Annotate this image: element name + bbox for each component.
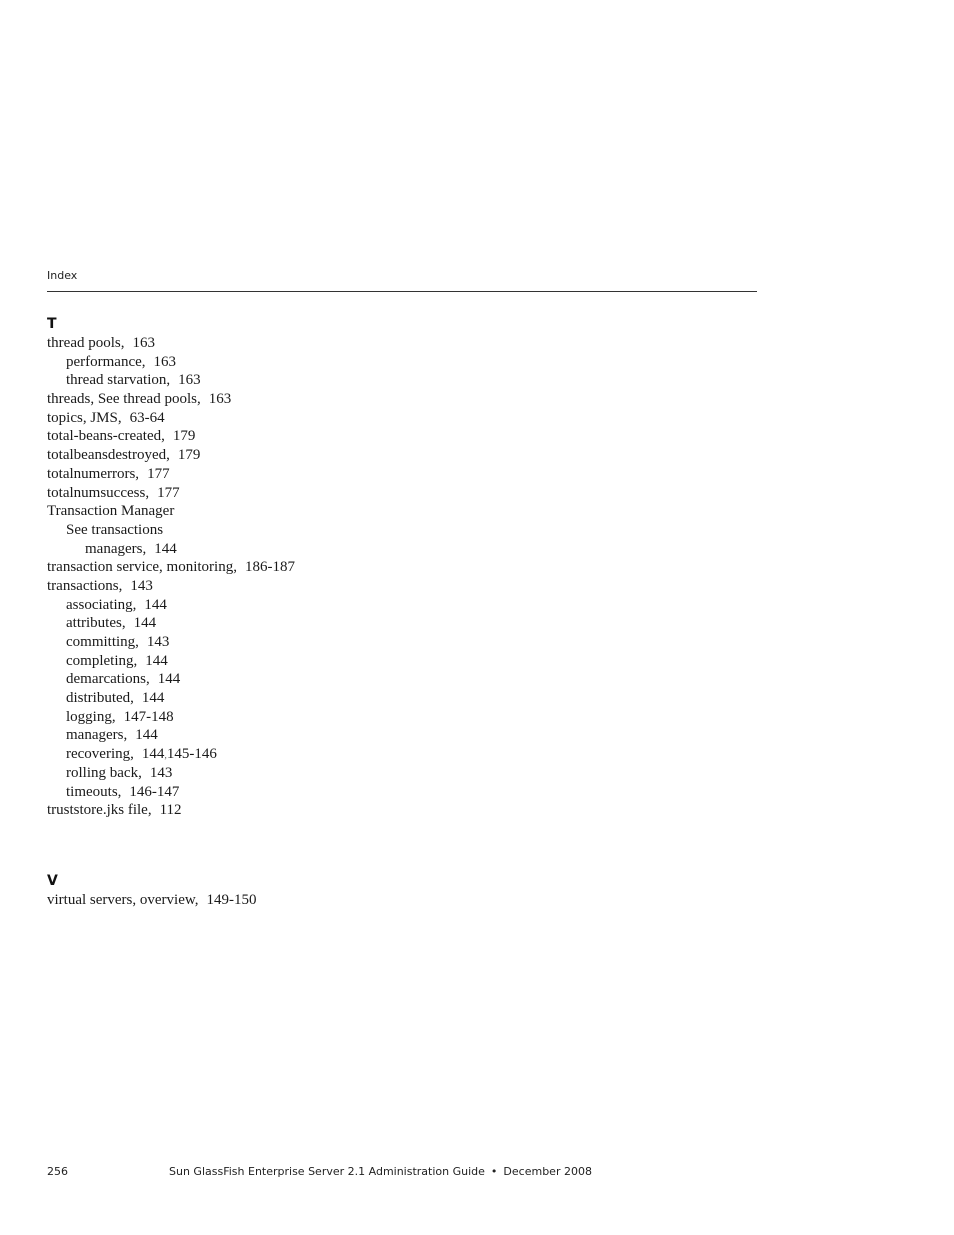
bullet-separator: • xyxy=(490,1165,498,1178)
index-entry-virtual-servers xyxy=(47,891,256,910)
page-reference[interactable]: 147-148 xyxy=(123,708,174,725)
index-entry-totalbeansdestroyed xyxy=(47,446,295,465)
index-term: virtual servers, overview, xyxy=(47,892,199,908)
page-reference[interactable]: 179 xyxy=(172,428,196,445)
page-reference[interactable]: 177 xyxy=(147,465,170,482)
page-reference[interactable]: 163 xyxy=(178,372,201,389)
index-term: timeouts, xyxy=(66,783,122,800)
index-subentry-timeouts xyxy=(47,783,295,802)
index-subentry-attributes xyxy=(47,614,295,633)
index-subentry-associating xyxy=(47,596,295,615)
page-reference[interactable]: 163 xyxy=(132,335,155,351)
index-term: recovering, xyxy=(66,746,134,763)
index-entry-threads xyxy=(47,390,295,409)
index-term: totalbeansdestroyed, xyxy=(47,447,170,464)
index-section-t xyxy=(47,316,295,820)
index-subentry-committing xyxy=(47,633,295,652)
page-reference[interactable]: 163 xyxy=(208,391,232,408)
index-term: committing, xyxy=(66,634,139,650)
page-reference[interactable]: 144 xyxy=(133,615,157,632)
index-term: associating, xyxy=(66,596,137,613)
index-term: topics, JMS, xyxy=(47,409,122,426)
page-reference[interactable]: 179 xyxy=(177,447,201,464)
index-subentry-demarcations xyxy=(47,670,295,689)
index-entry-total-beans-created xyxy=(47,427,295,446)
index-subentry-distributed xyxy=(47,689,295,708)
page-reference[interactable]: 144 xyxy=(141,690,165,707)
index-entry-thread-pools xyxy=(47,334,295,353)
footer-book-title xyxy=(169,1165,592,1178)
page-reference[interactable]: 144 xyxy=(144,596,167,613)
index-subentry-logging xyxy=(47,708,295,727)
index-subentry-performance xyxy=(47,353,295,372)
book-title: Sun GlassFish Enterprise Server 2.1 Administration Guide xyxy=(169,1165,485,1178)
index-term: totalnumsuccess, xyxy=(47,484,150,501)
footer-page-number: 256 xyxy=(47,1165,68,1178)
index-subentry-completing xyxy=(47,652,295,671)
index-term: managers, xyxy=(85,540,147,557)
index-entry-totalnumsuccess xyxy=(47,484,295,503)
index-term: completing, xyxy=(66,652,138,669)
index-subentry-thread-starvation xyxy=(47,371,295,390)
index-term: managers, xyxy=(66,727,128,744)
page-separator: , xyxy=(164,750,167,762)
index-term: distributed, xyxy=(66,690,134,707)
index-term: threads, See thread pools, xyxy=(47,391,201,408)
page-reference[interactable]: 143 xyxy=(149,764,173,781)
index-subentry-rolling-back xyxy=(47,764,295,783)
running-header: Index xyxy=(47,269,78,282)
index-term: thread pools, xyxy=(47,335,125,351)
page-reference[interactable]: 143 xyxy=(130,577,153,594)
index-term: Transaction Manager xyxy=(47,503,175,520)
index-entry-list-t xyxy=(47,334,295,820)
section-letter-t: T xyxy=(47,316,57,332)
index-term: rolling back, xyxy=(66,764,142,781)
index-subentry-recovering xyxy=(47,745,295,764)
index-term: thread starvation, xyxy=(66,372,171,389)
index-term: attributes, xyxy=(66,615,126,632)
page-reference[interactable]: 163 xyxy=(153,353,177,370)
index-term: performance, xyxy=(66,353,146,370)
index-entry-transactions xyxy=(47,577,295,596)
page-reference[interactable]: 144 xyxy=(157,671,181,688)
page-reference[interactable]: 144 xyxy=(135,727,158,744)
section-letter-v: V xyxy=(47,873,58,889)
index-term: logging, xyxy=(66,708,116,725)
index-entry-truststore xyxy=(47,801,295,820)
index-term: total-beans-created, xyxy=(47,428,165,445)
header-rule xyxy=(47,291,757,292)
page-reference[interactable]: 112 xyxy=(159,802,182,819)
index-term: totalnumerrors, xyxy=(47,465,140,482)
page-reference[interactable]: 146-147 xyxy=(129,783,180,800)
index-term[interactable]: See transactions xyxy=(66,521,164,538)
page-reference[interactable]: 145-146 xyxy=(166,746,217,763)
index-entry-transaction-manager xyxy=(47,502,295,521)
index-entry-totalnumerrors xyxy=(47,465,295,484)
page-reference[interactable]: 186-187 xyxy=(244,559,295,576)
index-term: demarcations, xyxy=(66,671,150,688)
index-term: transaction service, monitoring, xyxy=(47,559,237,576)
index-term: transactions, xyxy=(47,577,123,594)
page-reference[interactable]: 143 xyxy=(146,634,170,650)
index-entry-transaction-service xyxy=(47,558,295,577)
index-subentry-managers xyxy=(47,540,295,559)
index-section-v xyxy=(47,873,256,910)
page-reference[interactable]: 144 xyxy=(141,746,165,763)
page-reference[interactable]: 149-150 xyxy=(206,892,257,908)
publication-date: December 2008 xyxy=(503,1165,592,1178)
index-entry-topics-jms xyxy=(47,409,295,428)
index-see-reference xyxy=(47,521,295,540)
page-reference[interactable]: 144 xyxy=(145,652,168,669)
page-reference[interactable]: 144 xyxy=(154,540,177,557)
index-entry-list-v xyxy=(47,891,256,910)
index-term: truststore.jks file, xyxy=(47,802,152,819)
index-subentry-managers xyxy=(47,726,295,745)
page-reference[interactable]: 63-64 xyxy=(129,409,165,426)
page-reference[interactable]: 177 xyxy=(157,484,180,501)
